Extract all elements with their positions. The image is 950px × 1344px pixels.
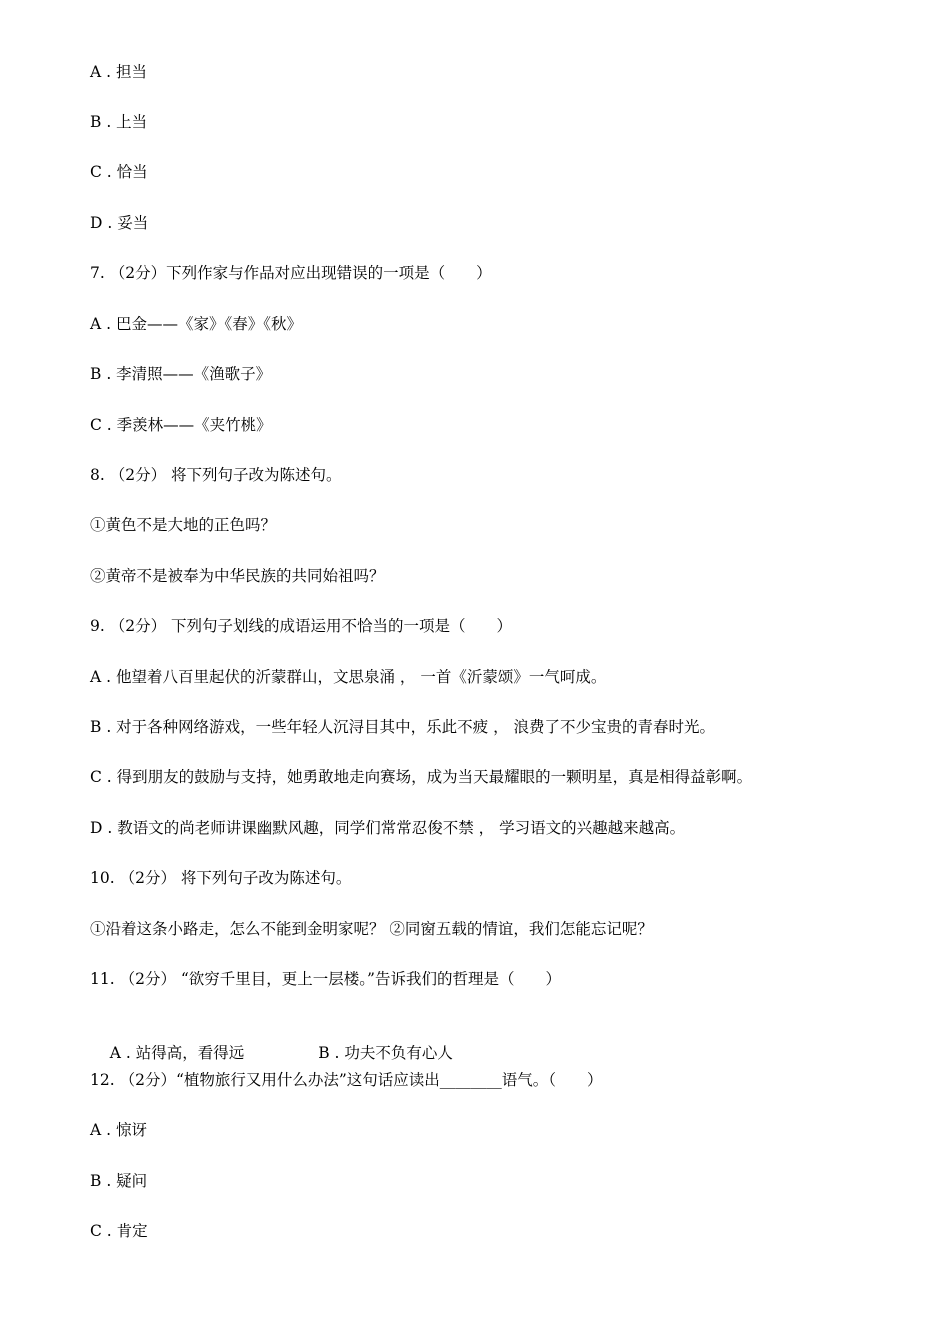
question-7: 7. （2分）下列作家与作品对应出现错误的一项是（ ）	[90, 264, 492, 282]
q11-option-b: B . 功夫不负有心人	[318, 1044, 453, 1062]
q9-option-d: D . 教语文的尚老师讲课幽默风趣，同学们常常忍俊不禁 ， 学习语文的兴趣越来越高。	[90, 819, 686, 837]
q11-option-a: A . 站得高，看得远	[109, 1044, 245, 1062]
q12-option-c: C . 肯定	[90, 1222, 148, 1240]
q6-option-c: C . 恰当	[90, 163, 148, 181]
q6-option-d: D . 妥当	[90, 214, 149, 232]
question-9: 9. （2分） 下列句子划线的成语运用不恰当的一项是（ ）	[90, 617, 513, 635]
q10-sentences: ①沿着这条小路走，怎么不能到金明家呢？ ②同窗五载的情谊，我们怎能忘记呢？	[90, 920, 653, 938]
q12-option-b: B . 疑问	[90, 1172, 148, 1190]
q9-option-a: A . 他望着八百里起伏的沂蒙群山，文思泉涌 ， 一首《沂蒙颂》一气呵成。	[90, 668, 607, 686]
q6-option-b: B . 上当	[90, 113, 148, 131]
q8-sentence-1: ①黄色不是大地的正色吗？	[90, 516, 277, 534]
q7-option-b: B . 李清照——《渔歌子》	[90, 365, 272, 383]
question-12: 12. （2分）“植物旅行又用什么办法”这句话应读出________语气。（ ）	[90, 1071, 603, 1089]
q11-options	[90, 1017, 453, 1062]
q12-option-a: A . 惊讶	[90, 1121, 147, 1139]
q9-option-b: B . 对于各种网络游戏，一些年轻人沉浔目其中，乐此不疲 ， 浪费了不少宝贵的青春时光。	[90, 718, 716, 736]
q9-option-c: C . 得到朋友的鼓励与支持，她勇敢地走向赛场，成为当天最耀眼的一颗明星，真是相得益彰啊。	[90, 768, 753, 786]
q7-option-a: A . 巴金——《家》《春》《秋》	[90, 315, 302, 333]
q8-sentence-2: ②黄帝不是被奉为中华民族的共同始祖吗？	[90, 567, 385, 585]
question-11: 11. （2分） “欲穷千里目，更上一层楼。”告诉我们的哲理是（ ）	[90, 970, 561, 988]
question-8: 8. （2分） 将下列句子改为陈述句。	[90, 466, 342, 484]
q7-option-c: C . 季羡林——《夹竹桃》	[90, 416, 272, 434]
question-10: 10. （2分） 将下列句子改为陈述句。	[90, 869, 352, 887]
q6-option-a: A . 担当	[90, 63, 147, 81]
